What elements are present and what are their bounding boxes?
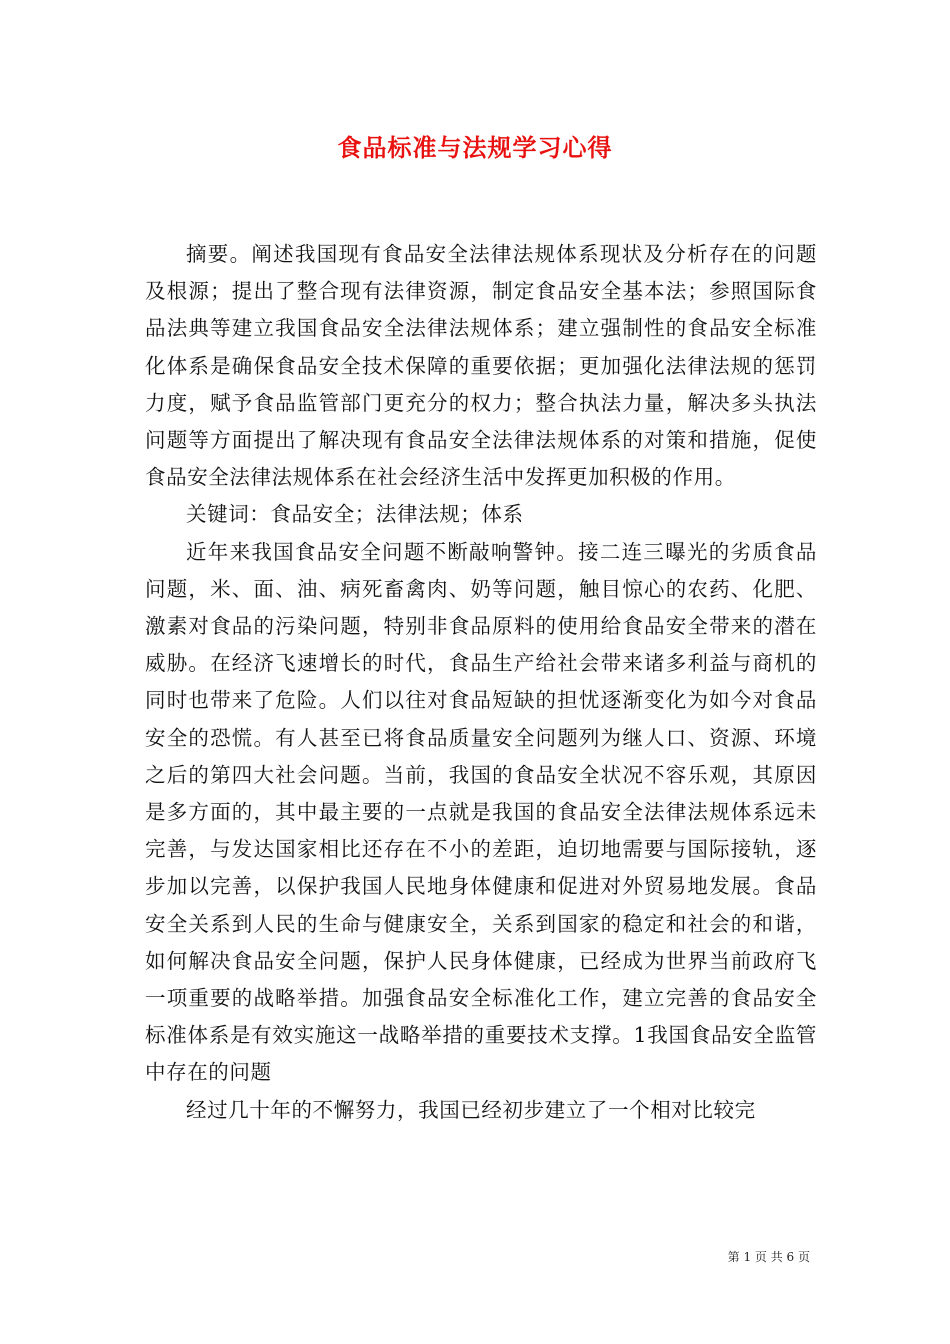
- keywords-paragraph: 关键词：食品安全；法律法规；体系: [186, 502, 524, 527]
- abstract-paragraph: 摘要。阐述我国现有食品安全法律法规体系现状及分析存在的问题及根源；提出了整合现有法律资源，制定食品安全基本法；参照国际食品法典等建立我国食品安全法律法规体系；建立强制性的食品安全标准化体系是确保食品安全技术保障的重要依据；更加强化法律法规的惩罚力度，赋予食品监管部门更充分的权力；整合执法力量，解决多头执法问题等方面提出了解决现有食品安全法律法规体系的对策和措施，促使食品安全法律法规体系在社会经济生活中发挥更加积极的作用。: [145, 242, 817, 490]
- page-number: 第 1 页 共 6 页: [727, 1250, 810, 1264]
- section-paragraph: 经过几十年的不懈努力，我国已经初步建立了一个相对比较完: [186, 1097, 756, 1122]
- document-body: [145, 236, 817, 1129]
- document-title: 食品标准与法规学习心得: [337, 133, 613, 162]
- intro-paragraph: 近年来我国食品安全问题不断敲响警钟。接二连三曝光的劣质食品问题，米、面、油、病死畜禽肉、奶等问题，触目惊心的农药、化肥、激素对食品的污染问题，特别非食品原料的使用给食品安全带来的潜在威胁。在经济飞速增长的时代，食品生产给社会带来诸多利益与商机的同时也带来了危险。人们以往对食品短缺的担忧逐渐变化为如今对食品安全的恐慌。有人甚至已将食品质量安全问题列为继人口、资源、环境之后的第四大社会问题。当前，我国的食品安全状况不容乐观，其原因是多方面的，其中最主要的一点就是我国的食品安全法律法规体系远未完善，与发达国家相比还存在不小的差距，迫切地需要与国际接轨，逐步加以完善，以保护我国人民地身体健康和促进对外贸易地发展。食品安全关系到人民的生命与健康安全，关系到国家的稳定和社会的和谐，如何解决食品安全问题，保护人民身体健康，已经成为世界当前政府飞一项重要的战略举措。加强食品安全标准化工作，建立完善的食品安全标准体系是有效实施这一战略举措的重要技术支撑。1我国食品安全监管中存在的问题: [145, 539, 817, 1085]
